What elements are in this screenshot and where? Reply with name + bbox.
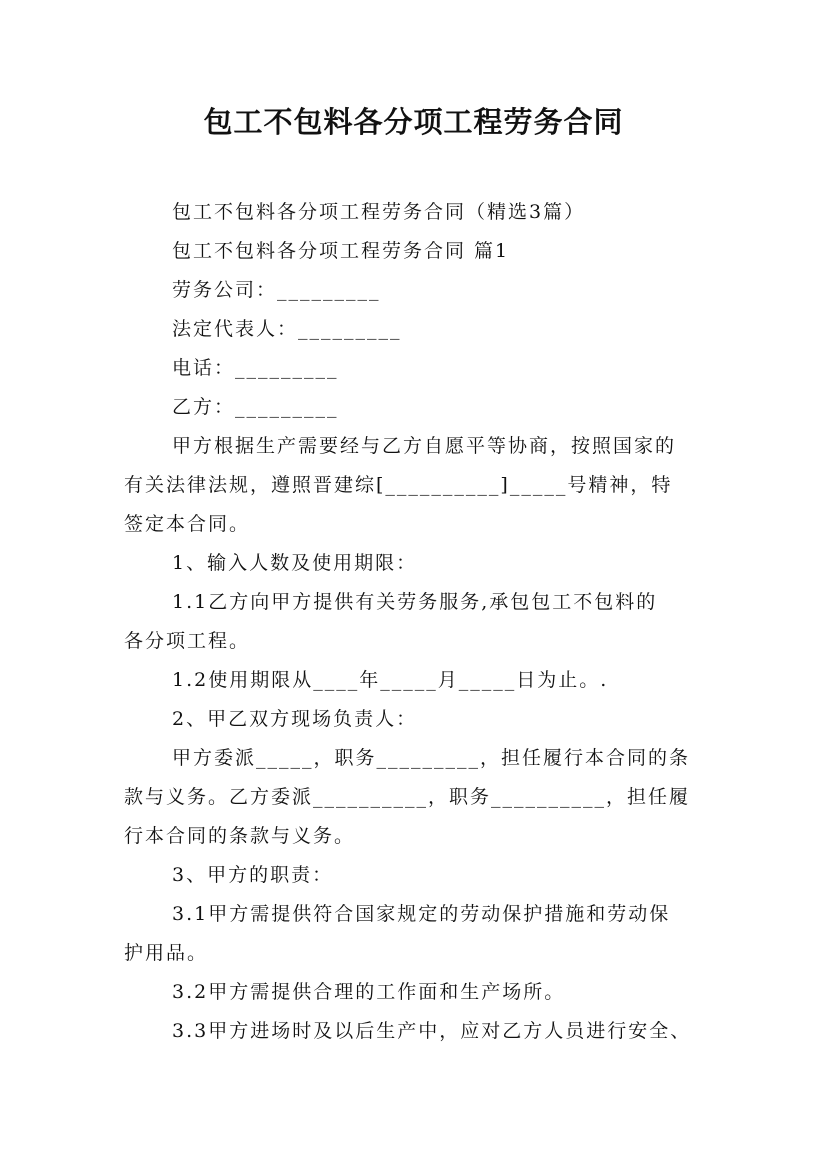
paragraph-line: 各分项工程。 bbox=[124, 630, 251, 652]
section-heading: 包工不包料各分项工程劳务合同 篇1 bbox=[172, 240, 510, 262]
clause-heading: 1、输入人数及使用期限： bbox=[172, 552, 418, 574]
paragraph-line: 甲方根据生产需要经与乙方自愿平等协商，按照国家的 bbox=[172, 435, 677, 457]
paragraph-line: 有关法律法规，遵照晋建综[__________]_____号精神，特 bbox=[124, 474, 673, 496]
paragraph-line: 3.1甲方需提供符合国家规定的劳动保护措施和劳动保 bbox=[172, 903, 671, 925]
clause-heading: 3、甲方的职责： bbox=[172, 864, 334, 886]
field-labor-company: 劳务公司：_________ bbox=[172, 279, 381, 301]
paragraph-line: 1.1乙方向甲方提供有关劳务服务,承包包工不包料的 bbox=[172, 591, 658, 613]
document-title: 包工不包料各分项工程劳务合同 bbox=[203, 105, 624, 139]
paragraph-line: 甲方委派_____，职务_________，担任履行本合同的条 bbox=[172, 747, 691, 769]
paragraph-line: 1.2使用期限从____年_____月_____日为止。. bbox=[172, 669, 609, 691]
field-phone: 电话：_________ bbox=[172, 357, 339, 379]
field-legal-representative: 法定代表人：_________ bbox=[172, 318, 402, 340]
paragraph-line: 行本合同的条款与义务。 bbox=[124, 825, 356, 847]
paragraph-line: 款与义务。乙方委派__________，职务__________，担任履 bbox=[124, 786, 691, 808]
paragraph-line: 3.2甲方需提供合理的工作面和生产场所。 bbox=[172, 981, 566, 1003]
paragraph-line: 3.3甲方进场时及以后生产中，应对乙方人员进行安全、 bbox=[172, 1020, 692, 1042]
paragraph-line: 护用品。 bbox=[124, 942, 209, 964]
paragraph-line: 签定本合同。 bbox=[124, 513, 251, 535]
field-party-b: 乙方：_________ bbox=[172, 396, 339, 418]
clause-heading: 2、甲乙双方现场负责人： bbox=[172, 708, 418, 730]
subtitle-line: 包工不包料各分项工程劳务合同（精选3篇） bbox=[172, 201, 586, 223]
